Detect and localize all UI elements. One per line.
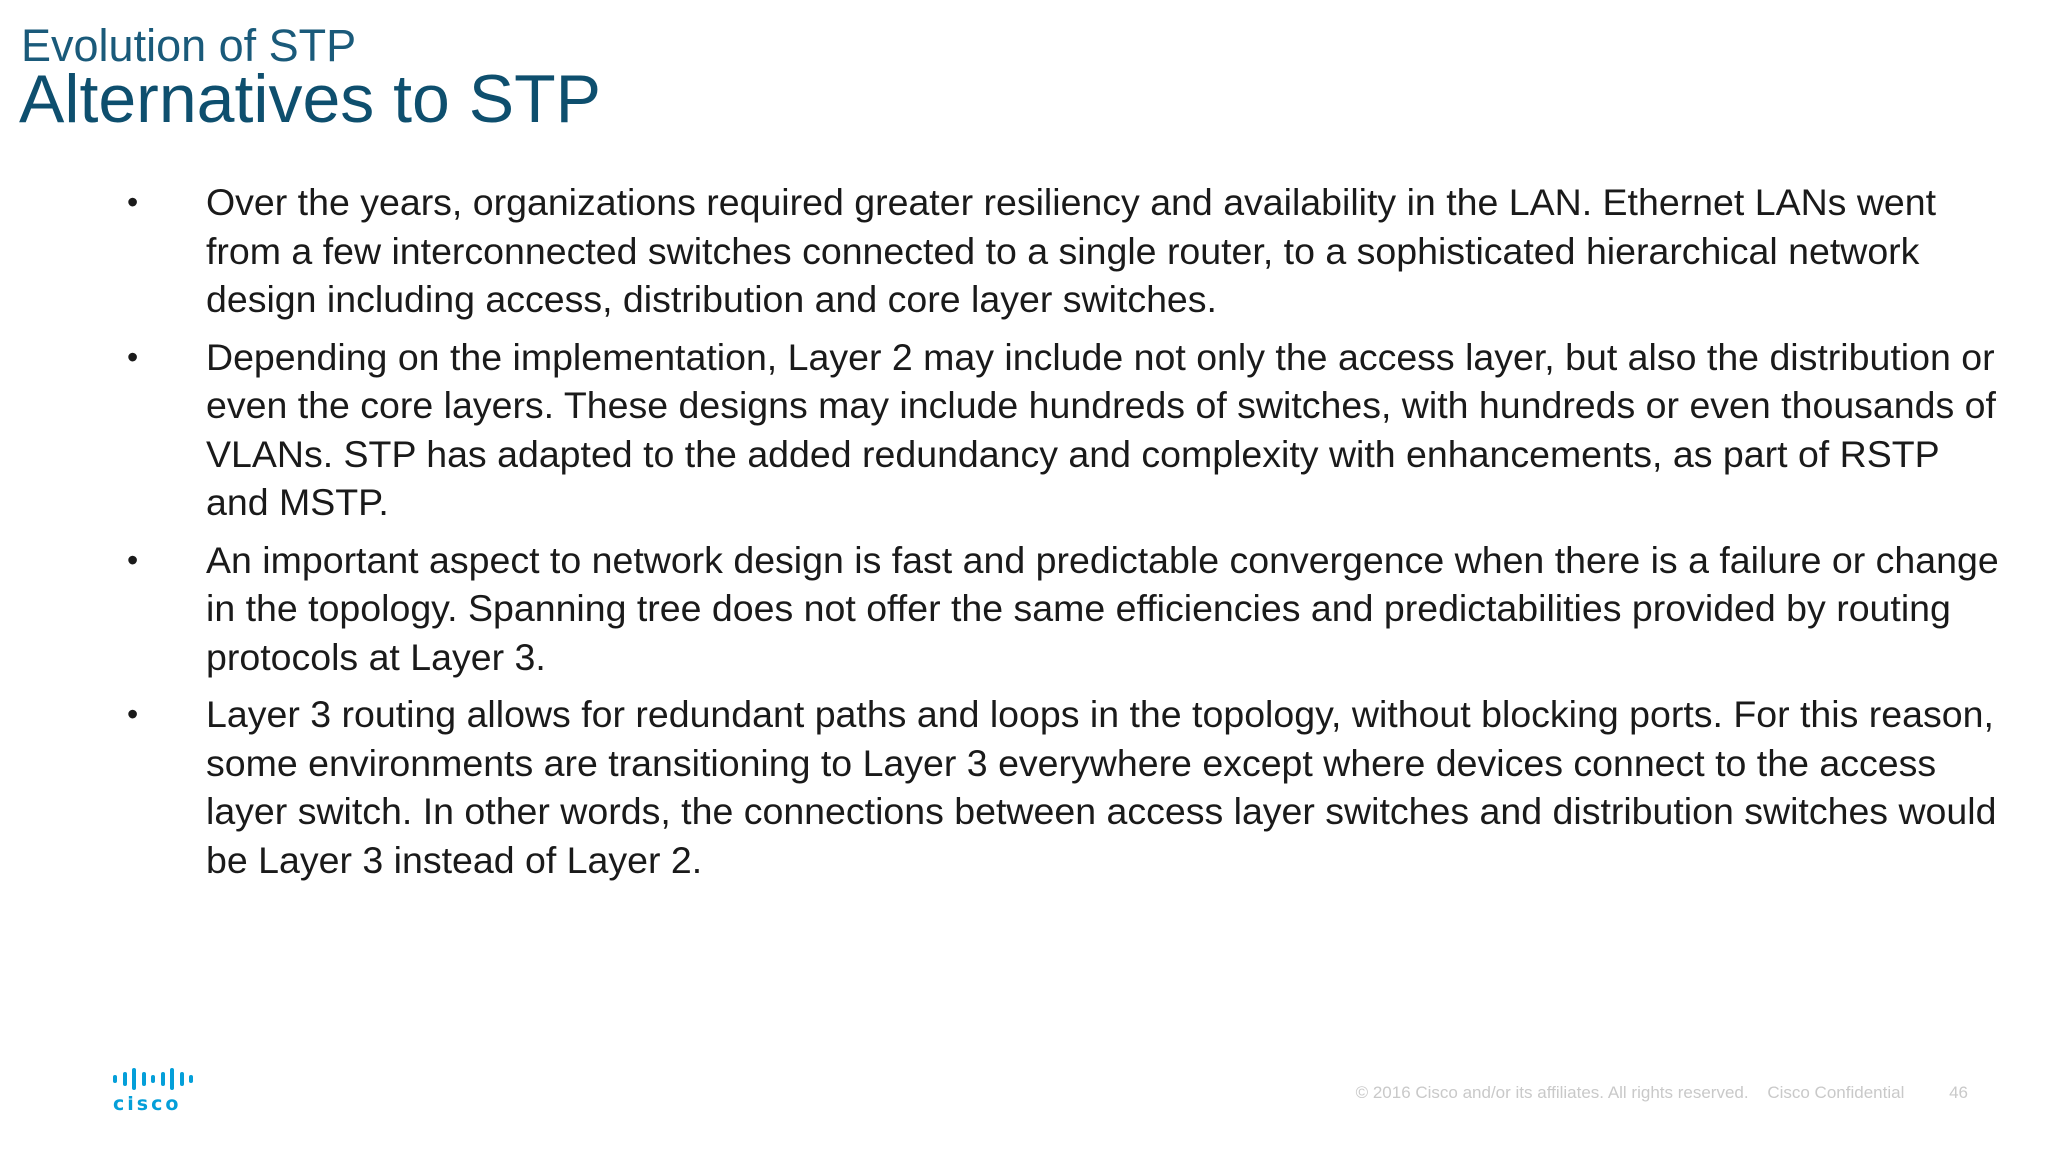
slide-title: Alternatives to STP xyxy=(19,61,602,137)
bullet-text: Over the years, organizations required greater resiliency and availability in the LAN. Ethernet LANs went from a few interconnected switches connected to a single router, to a sophisticated hierarchical network design including access, distribution and core layer switches. xyxy=(206,181,1937,320)
bullet-text: Layer 3 routing allows for redundant paths and loops in the topology, without blocking ports. For this reason, some environments are transitioning to Layer 3 everywhere except where devices connect to the access layer switch. In other words, the connections between access layer switches and distribution switches would be Layer 3 instead of Layer 2. xyxy=(206,693,1997,881)
cisco-logo xyxy=(113,1068,197,1114)
bullet-item xyxy=(0,690,2006,884)
confidential-label: Cisco Confidential xyxy=(1767,1083,1905,1102)
bullet-item xyxy=(0,536,2006,682)
slide-footer xyxy=(1342,1083,1968,1103)
bullet-item xyxy=(0,178,2006,324)
bullet-text: Depending on the implementation, Layer 2 may include not only the access layer, but also the distribution or even the core layers. These designs may include hundreds of switches, with hundreds or even thousands of VLANs. STP has adapted to the added redundancy and complexity with enhancements, as part of RSTP and MSTP. xyxy=(206,335,1996,523)
cisco-bridge-icon xyxy=(113,1068,193,1090)
bullet-item xyxy=(0,333,2006,527)
bullet-dot-icon: • xyxy=(127,696,139,732)
bullet-dot-icon: • xyxy=(127,338,139,375)
bullet-text: An important aspect to network design is fast and predictable convergence when there is a failure or change in the topology. Spanning tree does not offer the same efficiencies and predictabilities provided by routing protocols at Layer 3. xyxy=(206,538,1999,678)
bullet-list xyxy=(0,178,2048,893)
page-number: 46 xyxy=(1949,1083,1968,1102)
bullet-dot-icon: • xyxy=(127,541,139,578)
cisco-wordmark: cisco xyxy=(113,1093,182,1115)
bullet-dot-icon: • xyxy=(127,184,139,220)
copyright-text: © 2016 Cisco and/or its affiliates. All rights reserved. xyxy=(1355,1083,1749,1102)
slide-subtitle: Evolution of STP xyxy=(21,20,357,71)
